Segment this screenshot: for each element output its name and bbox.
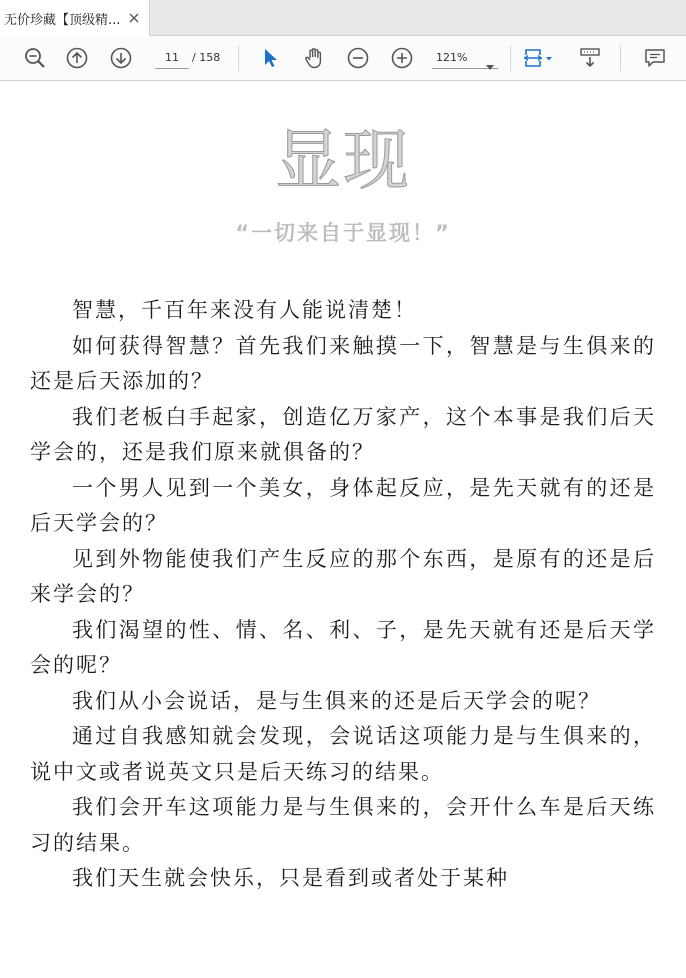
paragraph: 见到外物能使我们产生反应的那个东西，是原有的还是后来学会的？ — [30, 546, 656, 606]
paragraph: 通过自我感知就会发现，会说话这项能力是与生俱来的，说中文或者说英文只是后天练习的结果。 — [30, 724, 656, 784]
body-text — [30, 293, 656, 897]
minus-circle-icon[interactable] — [344, 44, 372, 72]
toolbar-divider — [238, 45, 239, 71]
paragraph: 一个男人见到一个美女，身体起反应，是先天就有的还是后天学会的？ — [30, 475, 656, 535]
hand-icon[interactable] — [300, 44, 328, 72]
page-total: / 158 — [192, 51, 221, 64]
zoom-out-icon[interactable] — [21, 44, 49, 72]
paragraph: 如何获得智慧？首先我们来触摸一下，智慧是与生俱来的还是后天添加的？ — [30, 333, 656, 393]
cursor-arrow-icon[interactable] — [256, 44, 284, 72]
paragraph: 我们老板白手起家，创造亿万家产，这个本事是我们后天学会的，还是我们原来就俱备的？ — [30, 404, 656, 464]
toolbar-divider — [510, 45, 511, 71]
paragraph: 我们从小会说话，是与生俱来的还是后天学会的呢？ — [72, 688, 601, 713]
paragraph: 我们会开车这项能力是与生俱来的，会开什么车是后天练习的结果。 — [30, 795, 656, 855]
paragraph: 智慧，千百年来没有人能说清楚！ — [72, 298, 417, 322]
fit-page-icon[interactable] — [520, 44, 556, 72]
close-icon[interactable] — [125, 9, 143, 27]
chapter-title: 显现 — [275, 122, 411, 199]
zoom-level-value: 121% — [436, 50, 468, 64]
chevron-down-icon — [486, 55, 494, 74]
tab-bar — [0, 0, 686, 36]
paragraph: 我们天生就会快乐，只是看到或者处于某种 — [72, 866, 509, 890]
zoom-level-select[interactable] — [432, 46, 498, 69]
arrow-down-circle-icon[interactable] — [107, 44, 135, 72]
chapter-subtitle: “一切来自于显现！” — [235, 221, 451, 245]
document-tab-title: 无价珍藏【顶级精... — [4, 12, 121, 28]
arrow-up-circle-icon[interactable] — [63, 44, 91, 72]
toolbar — [0, 36, 686, 81]
scroll-mode-icon[interactable] — [576, 44, 604, 72]
page-number-input[interactable] — [155, 46, 189, 69]
document-tab[interactable] — [0, 0, 150, 36]
comment-icon[interactable] — [641, 44, 669, 72]
document-page — [0, 81, 686, 978]
plus-circle-icon[interactable] — [388, 44, 416, 72]
toolbar-divider — [620, 45, 621, 71]
paragraph: 我们渴望的性、情、名、利、子，是先天就有还是后天学会的呢？ — [30, 617, 656, 677]
